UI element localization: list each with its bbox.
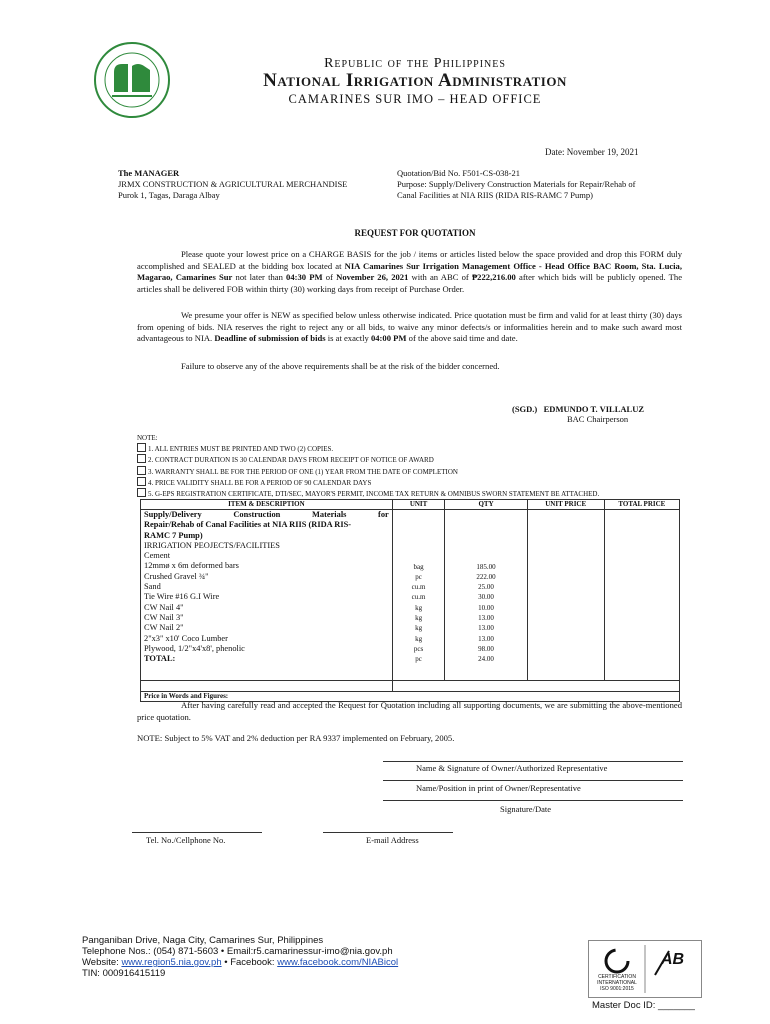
header-item: ITEM & DESCRIPTION <box>141 500 393 510</box>
note-checkbox[interactable] <box>137 443 146 452</box>
quotation-purpose-1: Purpose: Supply/Delivery Construction Materials for Repair/Rehab of <box>397 179 636 189</box>
total-desc-cell <box>141 681 393 692</box>
note-item: 4. PRICE VALIDITY SHALL BE FOR A PERIOD OF 90 CALENDAR DAYS <box>137 477 599 488</box>
intro-line-1: Supply/Delivery Construction Materials for <box>144 510 389 519</box>
notes-label: NOTE: <box>137 434 158 442</box>
notes-block <box>137 433 599 499</box>
item-qty: 25.00 <box>478 583 494 592</box>
facebook-link[interactable]: www.facebook.com/NIABicol <box>277 957 399 968</box>
footer-phones: Telephone Nos.: (054) 871-5603 • Email:r5.camarinessur-imo@nia.gov.ph <box>82 946 393 957</box>
signatory-position: BAC Chairperson <box>567 414 629 424</box>
item-unit: pc <box>415 572 422 581</box>
addressee-company: JRMX CONSTRUCTION & AGRICULTURAL MERCHANDISE <box>118 179 348 189</box>
paragraph-1: Please quote your lowest price on a CHARGE BASIS for the job / items or articles listed below the space provided and drop this FORM duly accomplished and SEALED at the bidding box located at NIA Camarines Sur Irrigation Management Office - Head Office BAC Room, Sta. Lucia, Magarao, Camarines Sur not later than 04:30 PM of November 26, 2021 with an ABC of ₱222,216.00 after which bids will be publicly opened. The articles shall be delivered FOB within thirty (30) working days from receipt of Purchase Order. <box>137 249 683 294</box>
section-label: IRRIGATION PEOJECTS/FACILITIES <box>144 540 280 550</box>
total-price-cell[interactable] <box>604 510 679 681</box>
table-header-row <box>141 500 680 510</box>
signatory-name: EDMUNDO T. VILLALUZ <box>543 404 645 414</box>
republic-heading: Republic of the Philippines <box>324 56 506 71</box>
note-item: 1. ALL ENTRIES MUST BE PRINTED AND TWO (2) COPIES. <box>137 443 599 454</box>
item-qty: 13.00 <box>478 634 494 643</box>
quotation-block <box>397 168 635 201</box>
item-desc: Cement <box>144 551 171 561</box>
item-desc: 2"x3" x10' Coco Lumber <box>144 633 228 643</box>
note-checkbox[interactable] <box>137 488 146 497</box>
addressee-block <box>118 168 347 201</box>
sgd-label: (SGD.) <box>512 404 538 414</box>
item-desc: 12mmø x 6m deformed bars <box>144 561 239 571</box>
note-item: 3. WARRANTY SHALL BE FOR THE PERIOD OF ONE (1) YEAR FROM THE DATE OF COMPLETION <box>137 466 599 477</box>
item-unit: kg <box>415 634 423 643</box>
tel-label: Tel. No./Cellphone No. <box>146 835 226 845</box>
intro-line-3: RAMC 7 Pump) <box>144 530 203 540</box>
item-qty: 30.00 <box>478 593 494 602</box>
signature-date-label: Signature/Date <box>500 804 551 814</box>
acceptance-paragraph: After having carefully read and accepted the Request for Quotation including all supporting documents, we are submitting the above-mentioned price quotation. <box>137 700 682 722</box>
item-qty: 10.00 <box>478 603 494 612</box>
cert-text-1: CERTIFICATION <box>598 974 636 980</box>
item-desc: Sand <box>144 582 161 592</box>
item-desc: Tie Wire #16 G.I Wire <box>144 592 220 602</box>
cert-text-2: INTERNATIONAL <box>597 980 637 986</box>
header-qty: QTY <box>445 500 527 510</box>
agency-heading: National Irrigation Administration <box>263 70 567 91</box>
email-label: E-mail Address <box>366 835 419 845</box>
position-label: Name/Position in print of Owner/Representative <box>416 783 581 793</box>
website-link[interactable]: www.region5.nia.gov.ph <box>121 957 222 968</box>
item-unit: bag <box>413 562 424 571</box>
total-amount-cell[interactable] <box>392 681 679 692</box>
note-item: 5. G-EPS REGISTRATION CERTIFICATE, DTI/SEC, MAYOR'S PERMIT, INCOME TAX RETURN & OMNIBUS SWORN STATEMENT BE ATTACHED. <box>137 488 599 499</box>
header-unit-price: UNIT PRICE <box>527 500 604 510</box>
item-qty: 98.00 <box>478 644 494 653</box>
vat-note: NOTE: Subject to 5% VAT and 2% deduction per RA 9337 implemented on February, 2005. <box>137 733 455 743</box>
item-unit: kg <box>415 613 423 622</box>
item-unit: cu.m <box>411 593 426 602</box>
item-unit: kg <box>415 624 423 633</box>
position-signature-line[interactable] <box>383 780 683 781</box>
owner-signature-line[interactable] <box>383 761 683 762</box>
unit-cell <box>392 510 445 681</box>
total-row <box>141 681 680 692</box>
item-qty: 185.00 <box>476 562 496 571</box>
master-doc-id: Master Doc ID: _______ <box>592 1000 695 1011</box>
cert-iso: ISO 9001:2015 <box>600 986 634 992</box>
tel-line[interactable] <box>132 832 262 833</box>
item-unit: cu.m <box>411 583 426 592</box>
qty-cell <box>445 510 527 681</box>
addressee-title: The MANAGER <box>118 168 180 178</box>
header-total-price: TOTAL PRICE <box>604 500 679 510</box>
iso-certification-badge <box>588 940 702 998</box>
item-qty: 13.00 <box>478 613 494 622</box>
header-unit: UNIT <box>392 500 445 510</box>
date-signature-line[interactable] <box>383 800 683 801</box>
item-desc: CW Nail 4" <box>144 602 184 612</box>
note-checkbox[interactable] <box>137 466 146 475</box>
item-desc: CW Nail 2" <box>144 623 184 633</box>
item-unit: kg <box>415 603 423 612</box>
unit-price-cell[interactable] <box>527 510 604 681</box>
item-desc: Crushed Gravel ¾" <box>144 571 209 581</box>
item-desc: Plywood, 1/2"x4'x8', phenolic <box>144 643 245 653</box>
addressee-address: Purok 1, Tagas, Daraga Albay <box>118 190 220 200</box>
item-unit: pc <box>415 655 422 664</box>
footer-tin: TIN: 000916415119 <box>82 968 166 979</box>
paragraph-3: Failure to observe any of the above requirements shall be at the risk of the bidder concerned. <box>181 361 500 371</box>
item-qty: 13.00 <box>478 624 494 633</box>
intro-line-2: Repair/Rehab of Canal Facilities at NIA RIIS (RIDA RIS- <box>144 520 352 530</box>
total-label: TOTAL: <box>144 654 176 664</box>
item-desc: CW Nail 3" <box>144 612 184 622</box>
item-qty: 222.00 <box>476 572 496 581</box>
paragraph-2: We presume your offer is NEW as specified below unless otherwise indicated. Price quotation must be firm and valid for at least thirty (30) days from opening of bids. NIA reserves the right to reject any or all bids, to waive any minor defects/s or informalities herein and to make such award most advantageous to NIA. Deadline of submission of bids is at exactly 04:00 PM of the above said time and date. <box>137 310 682 343</box>
footer-contact <box>82 935 398 979</box>
footer-address: Panganiban Drive, Naga City, Camarines Sur, Philippines <box>82 935 324 946</box>
quotation-purpose-2: Canal Facilities at NIA RIIS (RIDA RIS-RAMC 7 Pump) <box>397 190 593 200</box>
document-title: REQUEST FOR QUOTATION <box>354 228 476 238</box>
date-line: Date: November 19, 2021 <box>545 147 639 157</box>
note-item: 2. CONTRACT DURATION IS 30 CALENDAR DAYS FROM RECEIPT OF NOTICE OF AWARD <box>137 454 599 465</box>
item-unit: pcs <box>413 644 424 653</box>
table-body-row <box>141 510 680 681</box>
cert-mark: AB <box>661 951 685 968</box>
item-qty: 24.00 <box>478 655 494 664</box>
note-checkbox[interactable] <box>137 454 146 463</box>
description-cell <box>141 510 393 681</box>
items-table <box>140 499 680 702</box>
office-heading: CAMARINES SUR IMO – HEAD OFFICE <box>288 92 542 106</box>
email-line[interactable] <box>323 832 453 833</box>
note-checkbox[interactable] <box>137 477 146 486</box>
quotation-number: Quotation/Bid No. F501-CS-038-21 <box>397 168 521 178</box>
owner-signature-label: Name & Signature of Owner/Authorized Representative <box>416 763 608 773</box>
price-words-label: Price in Words and Figures: <box>141 692 680 702</box>
footer-web-line: Website: www.region5.nia.gov.ph • Facebook: www.facebook.com/NIABicol <box>82 957 399 968</box>
